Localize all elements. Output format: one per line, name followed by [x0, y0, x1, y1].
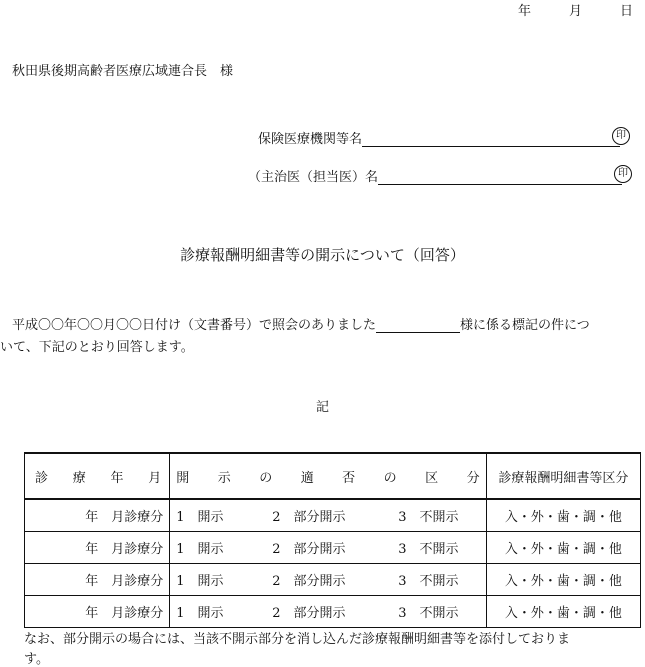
row-category: 入・外・歯・調・他 [486, 596, 640, 628]
header-char: 示 [217, 470, 231, 486]
note-line-1: なお、部分開示の場合には、当該不開示部分を消し込んだ診療報酬明細書等を添付しておりま [24, 632, 571, 647]
institution-signature-line [258, 128, 626, 147]
option-disclose: 1 開示 [176, 510, 224, 525]
header-char: 年 [110, 470, 124, 486]
option-nondisclose: 3 不開示 [398, 510, 459, 525]
row-options [170, 564, 487, 596]
header-char: 月 [148, 470, 162, 486]
header-char: 適 [300, 470, 314, 486]
doctor-signature-line [248, 166, 628, 185]
institution-name-field [362, 130, 620, 147]
body-line-1 [12, 314, 590, 333]
header-period [25, 453, 170, 499]
addressee: 秋田県後期高齢者医療広域連合長 様 [12, 64, 234, 79]
header-char: 診 [35, 470, 49, 486]
row-category: 入・外・歯・調・他 [486, 564, 640, 596]
table-row [25, 596, 641, 628]
note-line-2: す。 [24, 652, 49, 667]
doctor-name-field [378, 168, 622, 185]
body-line-2: いて、下記のとおり回答します。 [0, 340, 194, 355]
option-partial: 2 部分開示 [272, 606, 346, 621]
body-line-1-after: 様に係る標記の件につ [460, 318, 590, 333]
header-disclosure [170, 453, 487, 499]
option-nondisclose: 3 不開示 [398, 606, 459, 621]
header-category: 診療報酬明細書等区分 [486, 453, 640, 499]
option-partial: 2 部分開示 [272, 574, 346, 589]
document-title: 診療報酬明細書等の開示について（回答） [180, 246, 465, 264]
row-period: 年 月診療分 [25, 532, 170, 564]
header-char: 分 [466, 470, 480, 486]
row-period: 年 月診療分 [25, 596, 170, 628]
doctor-label: （主治医（担当医）名 [248, 170, 379, 185]
date-day: 日 [619, 4, 633, 19]
row-category: 入・外・歯・調・他 [486, 532, 640, 564]
header-char: 区 [425, 470, 439, 486]
row-category: 入・外・歯・調・他 [486, 499, 640, 532]
header-char: 否 [342, 470, 356, 486]
row-options [170, 499, 487, 532]
ki-heading: 記 [315, 400, 329, 415]
option-disclose: 1 開示 [176, 574, 224, 589]
table-row [25, 532, 641, 564]
seal-mark-1: 印 [612, 127, 630, 145]
header-char: の [383, 470, 397, 486]
option-nondisclose: 3 不開示 [398, 574, 459, 589]
header-char: 開 [176, 470, 190, 486]
row-period: 年 月診療分 [25, 564, 170, 596]
row-period: 年 月診療分 [25, 499, 170, 532]
seal-mark-2: 印 [614, 165, 632, 183]
header-char: の [259, 470, 273, 486]
disclosure-table [24, 452, 641, 628]
institution-label: 保険医療機関等名 [258, 132, 363, 147]
option-nondisclose: 3 不開示 [398, 542, 459, 557]
option-disclose: 1 開示 [176, 606, 224, 621]
table-header-row [25, 453, 641, 499]
body-line-1-before: 平成〇〇年〇〇月〇〇日付け（文書番号）で照会のありました [12, 318, 377, 333]
table-row [25, 499, 641, 532]
header-char: 療 [72, 470, 86, 486]
option-partial: 2 部分開示 [272, 542, 346, 557]
date-year: 年 [517, 4, 531, 19]
row-options [170, 596, 487, 628]
date-line [518, 0, 633, 19]
patient-name-blank [376, 318, 460, 333]
row-options [170, 532, 487, 564]
date-month: 月 [568, 4, 582, 19]
option-disclose: 1 開示 [176, 542, 224, 557]
table-row [25, 564, 641, 596]
option-partial: 2 部分開示 [272, 510, 346, 525]
